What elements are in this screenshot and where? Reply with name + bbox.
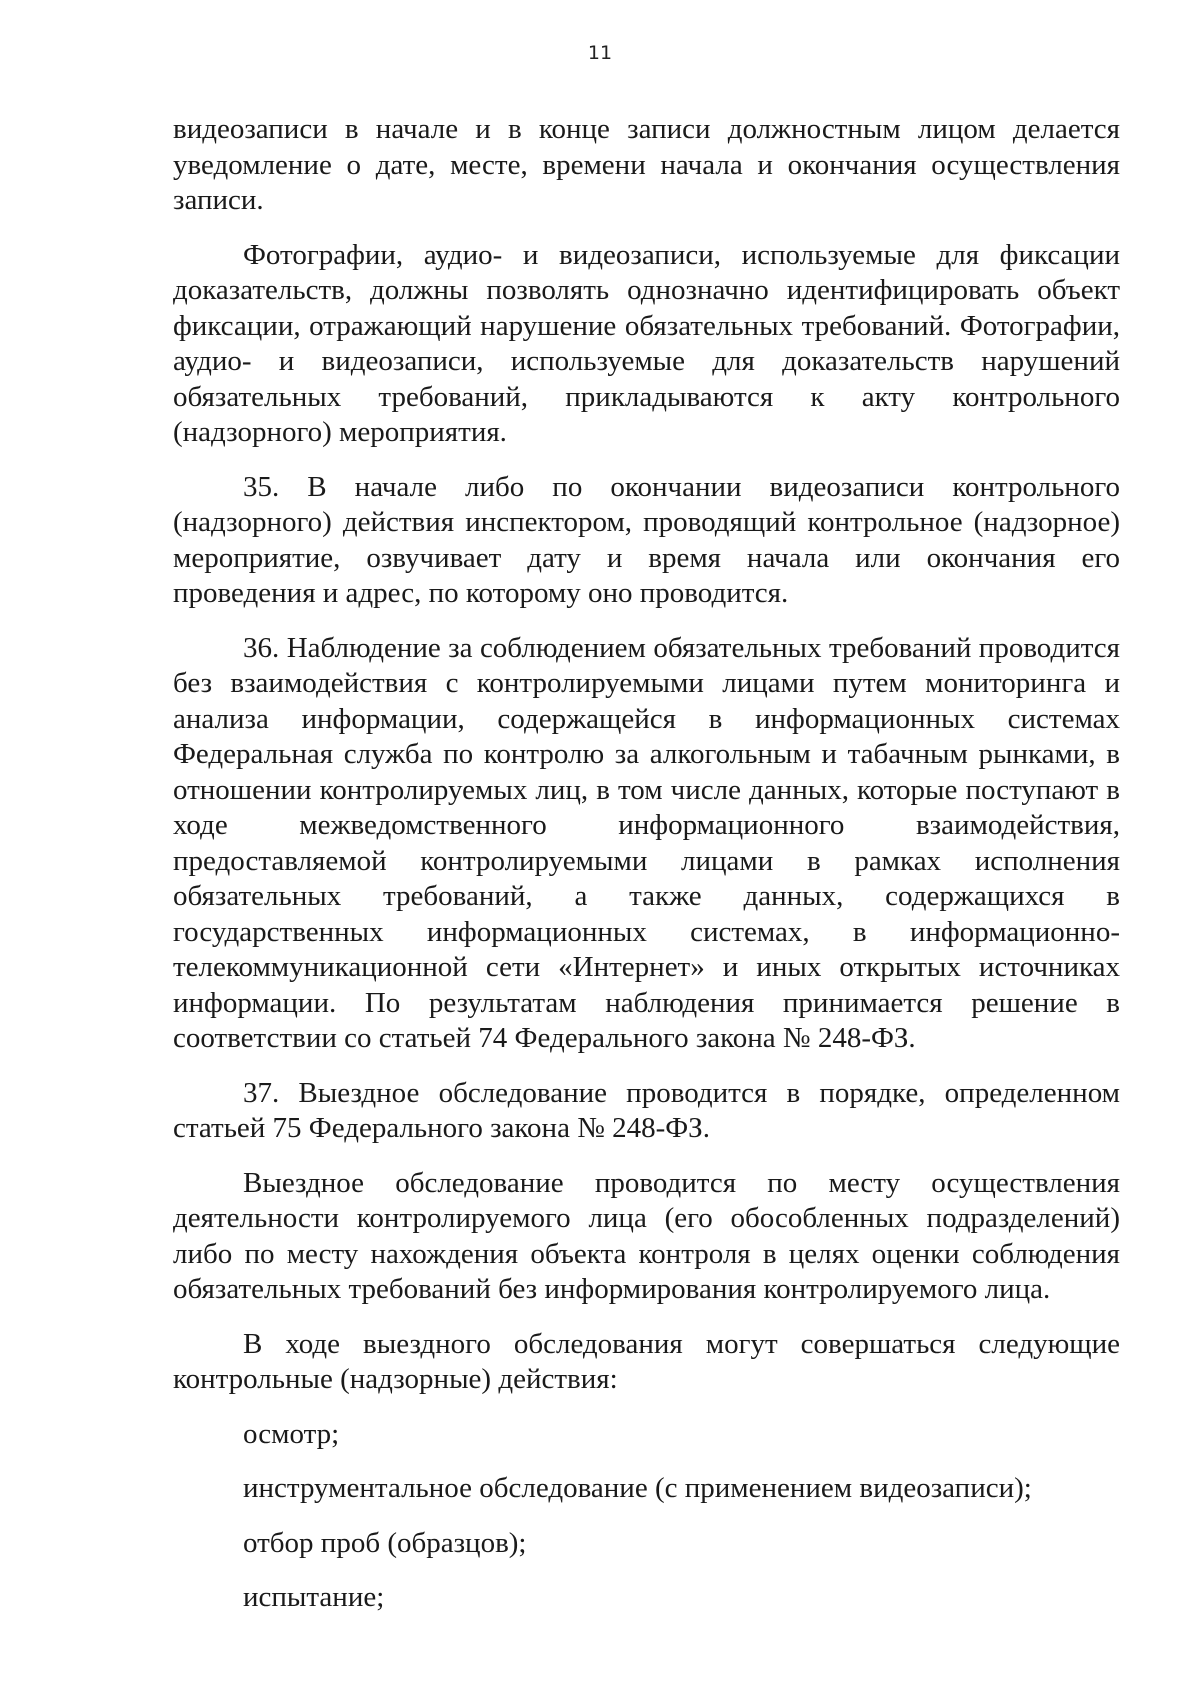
- list-item-testing: испытание;: [243, 1581, 385, 1613]
- paragraph-item-35: 35. В начале либо по окончании видеозаписи контрольного (надзорного) действия инспектором, проводящий контрольное (надзорное) мероприятие, озвучивает дату и время начала или окончания его проведения и адрес, по которому оно проводится.: [173, 470, 1120, 609]
- paragraph-continuation: видеозаписи в начале и в конце записи должностным лицом делается уведомление о дате, месте, времени начала и окончания осуществления записи.: [173, 113, 1120, 216]
- list-item-sampling: отбор проб (образцов);: [243, 1526, 527, 1559]
- paragraph-photo-video: Фотографии, аудио- и видеозаписи, используемые для фиксации доказательств, должны позволять однозначно идентифицировать объект фиксации, отражающий нарушение обязательных требований. Фотографии, аудио- и видеозаписи, используемые для доказательств нарушений обязательных требований, прикладываются к акту контрольного (надзорного) мероприятия.: [173, 238, 1120, 448]
- page-number: 11: [587, 42, 613, 64]
- paragraph-actions-intro: В ходе выездного обследования могут совершаться следующие контрольные (надзорные) действия:: [173, 1327, 1120, 1395]
- document-body: [173, 112, 1120, 1635]
- list-item-instrumental-survey: инструментальное обследование (с применением видеозаписи);: [243, 1472, 1032, 1504]
- paragraph-item-37: 37. Выездное обследование проводится в порядке, определенном статьей 75 Федерального закона № 248-ФЗ.: [173, 1076, 1120, 1144]
- paragraph-field-inspection: Выездное обследование проводится по месту осуществления деятельности контролируемого лица (его обособленных подразделений) либо по месту нахождения объекта контроля в целях оценки соблюдения обязательных требований без информирования контролируемого лица.: [173, 1166, 1120, 1305]
- paragraph-item-36: 36. Наблюдение за соблюдением обязательных требований проводится без взаимодействия с контролируемыми лицами путем мониторинга и анализа информации, содержащейся в информационных системах Федеральная служба по контролю за алкогольным и табачным рынками, в отношении контролируемых лиц, в том числе данных, которые поступают в ходе межведомственного информационного взаимодействия, предоставляемой контролируемыми лицами в рамках исполнения обязательных требований, а также данных, содержащихся в государственных информационных системах, в информационно-телекоммуникационной сети «Интернет» и иных открытых источниках информации. По результатам наблюдения принимается решение в соответствии со статьей 74 Федерального закона № 248-ФЗ.: [173, 631, 1120, 1054]
- list-item-inspection: осмотр;: [243, 1417, 340, 1450]
